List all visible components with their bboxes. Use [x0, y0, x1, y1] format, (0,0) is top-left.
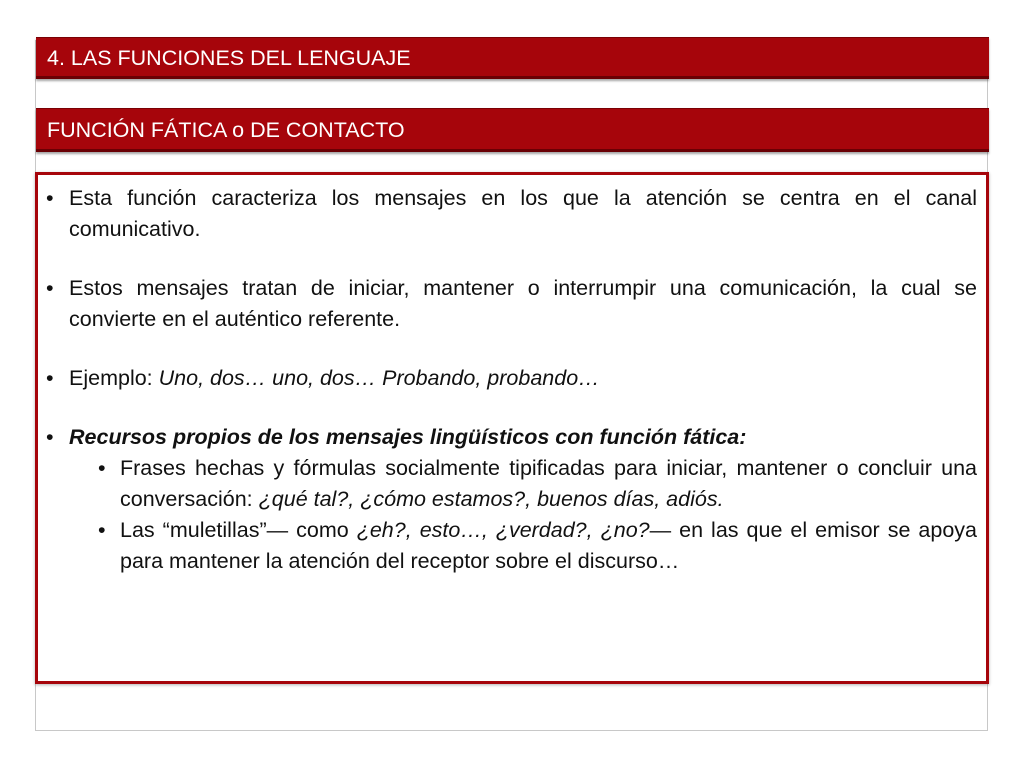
bullet-item	[46, 183, 977, 245]
bullet-heading: Recursos propios de los mensajes lingüísticos con función fática:	[69, 425, 747, 449]
subtitle: FUNCIÓN FÁTICA o DE CONTACTO	[36, 108, 989, 152]
section-title: 4. LAS FUNCIONES DEL LENGUAJE	[36, 37, 989, 79]
bullet-item	[46, 363, 977, 394]
sub-bullet-text: Frases hechas y fórmulas socialmente tipificadas para iniciar, mantener o concluir una conversación:	[120, 456, 977, 511]
example-label: Ejemplo:	[69, 366, 159, 390]
bullet-text: Esta función caracteriza los mensajes en los que la atención se centra en el canal comunicativo.	[69, 186, 977, 241]
sub-bullet-examples: ¿eh?, esto…, ¿verdad?, ¿no?	[356, 518, 650, 542]
bullet-text: Estos mensajes tratan de iniciar, mantener o interrumpir una comunicación, la cual se convierte en el auténtico referente.	[69, 276, 977, 331]
example-text: Uno, dos… uno, dos… Probando, probando…	[158, 366, 600, 390]
content-box	[35, 172, 989, 684]
sub-bullet-text: Las “muletillas”— como	[120, 518, 357, 542]
bullet-list	[46, 183, 977, 577]
sub-bullet-item	[98, 515, 977, 577]
sub-bullet-text: — en las que el emisor se apoya para mantener la atención del receptor sobre el discurso…	[120, 518, 977, 573]
sub-bullet-examples: ¿qué tal?, ¿cómo estamos?, buenos días, adiós.	[258, 487, 724, 511]
sub-bullet-item	[98, 453, 977, 515]
sub-bullet-list	[98, 453, 977, 577]
bullet-item	[46, 273, 977, 335]
bullet-item	[46, 422, 977, 577]
